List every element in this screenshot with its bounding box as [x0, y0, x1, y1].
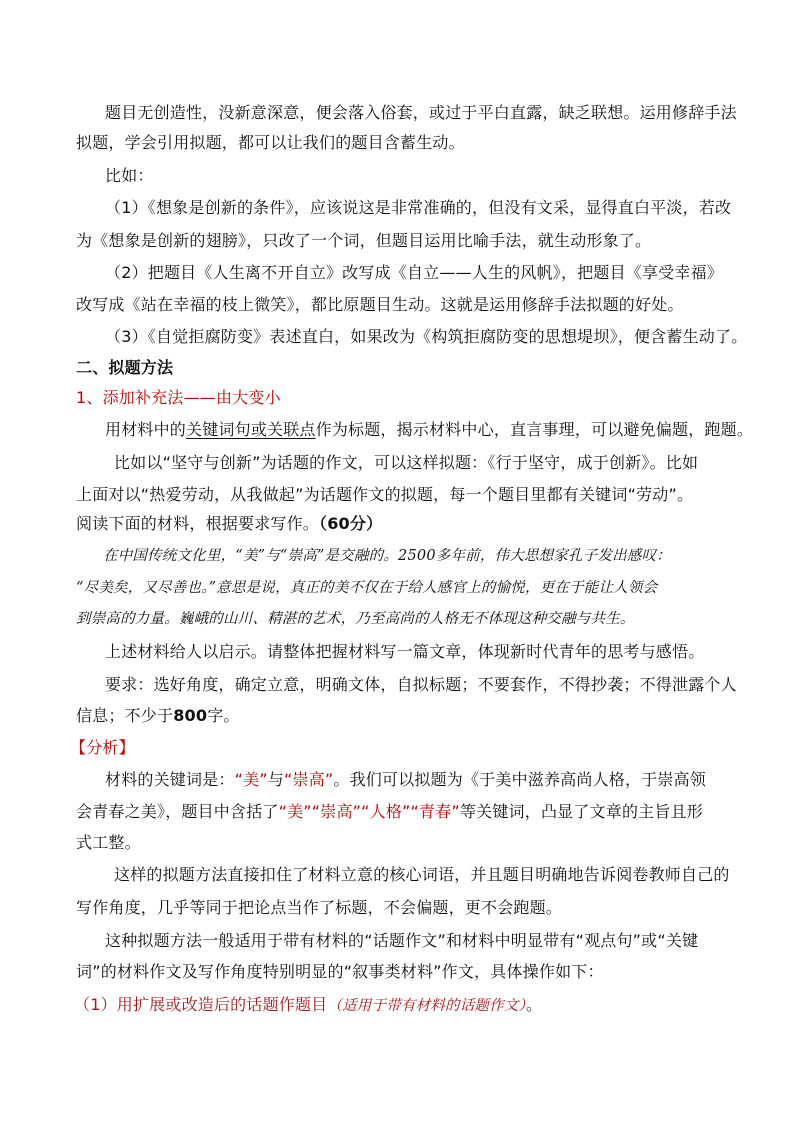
- m1-post: 作为标题，揭示材料中心，直言事理，可以避免偏题，跑题。: [315, 420, 754, 439]
- task-score: （60分）: [319, 514, 383, 533]
- step1-line: [74, 993, 744, 1018]
- material-line3: 到崇高的力量。巍峨的山川、精湛的艺术，乃至高尚的人格无不体现这种交融与共生。: [76, 611, 635, 627]
- analysis1-line1: [105, 768, 744, 792]
- analysis1-line3: 式工整。: [76, 833, 141, 852]
- step1-end: 。: [525, 995, 543, 1014]
- analysis3-line1: 这种拟题方法一般适用于带有材料的“话题作文”和材料中明显带有“观点句”或“关键: [105, 931, 699, 950]
- prompt-line: 上述材料给人以启示。请整体把握材料写一篇文章，体现新时代青年的思考与感悟。: [105, 642, 705, 661]
- material-line1: 在中国传统文化里，“美”与“崇高”是交融的。2500多年前，伟大思想家孔子发出感叹：: [103, 548, 671, 564]
- biru-label: 比如：: [105, 166, 154, 185]
- keywords-list: “美”“崇高”“人格”“青春”: [278, 802, 460, 821]
- analysis3-line2: 词”的材料作文及写作角度特别明显的“叙事类材料”作文，具体操作如下：: [76, 962, 604, 981]
- keyword-mei: “美”: [234, 770, 268, 789]
- example1-line1: （1）《想象是创新的条件》，应该说这是非常准确的，但没有文采，显得直白平淡，若改: [105, 198, 732, 217]
- material-line2: “尽美矣，又尽善也。”意思是说，真正的美不仅在于给人感官上的愉悦，更在于能让人领会: [76, 580, 658, 596]
- analysis2-line1: 这样的拟题方法直接扣住了材料立意的核心词语，并且题目明确地告诉阅卷教师自己的: [114, 865, 730, 884]
- task-text: 阅读下面的材料，根据要求写作。: [76, 514, 320, 533]
- example2-line1: （2）把题目《人生离不开自立》改写成《自立——人生的风帆》，把题目《享受幸福》: [105, 263, 723, 282]
- req-l2b: 字。: [207, 706, 240, 725]
- example1-line2: 为《想象是创新的翅膀》，只改了一个词，但题目运用比喻手法，就生动形象了。: [76, 231, 652, 250]
- method1-desc: [105, 418, 754, 442]
- m1-pre: 用材料中的: [105, 420, 187, 439]
- method1-example-line2: 上面对以“热爱劳动，从我做起”为话题作文的拟题，每一个题目里都有关键词“劳动”。: [76, 485, 694, 504]
- section-heading: 二、拟题方法: [76, 358, 174, 377]
- example2-line2: 改写成《站在幸福的枝上微笑》，都比原题目生动。这就是运用修辞手法拟题的好处。: [76, 295, 684, 314]
- requirement-line1: 要求：选好角度，确定立意，明确文体，自拟标题；不要套作，不得抄袭；不得泄露个人: [105, 675, 737, 694]
- task-line: [76, 512, 744, 536]
- requirement-line2: [76, 704, 744, 728]
- analysis-label: 【分析】: [70, 738, 135, 757]
- req-wordcount: 800: [173, 706, 208, 725]
- an1-l1b: 与: [267, 770, 284, 789]
- an1-l2b: 等关键词，凸显了文章的主旨且形: [459, 802, 703, 821]
- method1-heading: 1、添加补充法——由大变小: [76, 388, 281, 407]
- an1-l1a: 材料的关键词是：: [105, 770, 235, 789]
- method1-example-line1: 比如以“坚守与创新”为话题的作文，可以这样拟题：《行于坚守，成于创新》。比如: [114, 453, 699, 472]
- example3-line: （3）《自觉拒腐防变》表述直白，如果改为《构筑拒腐防变的思想堤坝》，便含蓄生动了。: [105, 327, 748, 346]
- step1-title: （1）用扩展或改造后的话题作题目: [74, 995, 328, 1014]
- step1-note: （适用于带有材料的话题作文）: [327, 998, 526, 1014]
- analysis2-line2: 写作角度，几乎等同于把论点当作了标题，不会偏题，更不会跑题。: [76, 898, 563, 917]
- analysis1-line2: [76, 800, 744, 824]
- m1-underlined: 关键词句或关联点: [186, 420, 316, 439]
- an1-l1c: 。我们可以拟题为《于美中滋养高尚人格，于崇高领: [333, 770, 706, 789]
- para1-line2: 拟题，学会引用拟题，都可以让我们的题目含蓄生动。: [76, 133, 465, 152]
- req-l2a: 信息；不少于: [76, 706, 174, 725]
- an1-l2a: 会青春之美》，题目中含括了: [76, 802, 279, 821]
- keyword-chonggao: “崇高”: [284, 770, 334, 789]
- para1-line1: 题目无创造性，没新意深意，便会落入俗套，或过于平白直露，缺乏联想。运用修辞手法: [105, 103, 737, 122]
